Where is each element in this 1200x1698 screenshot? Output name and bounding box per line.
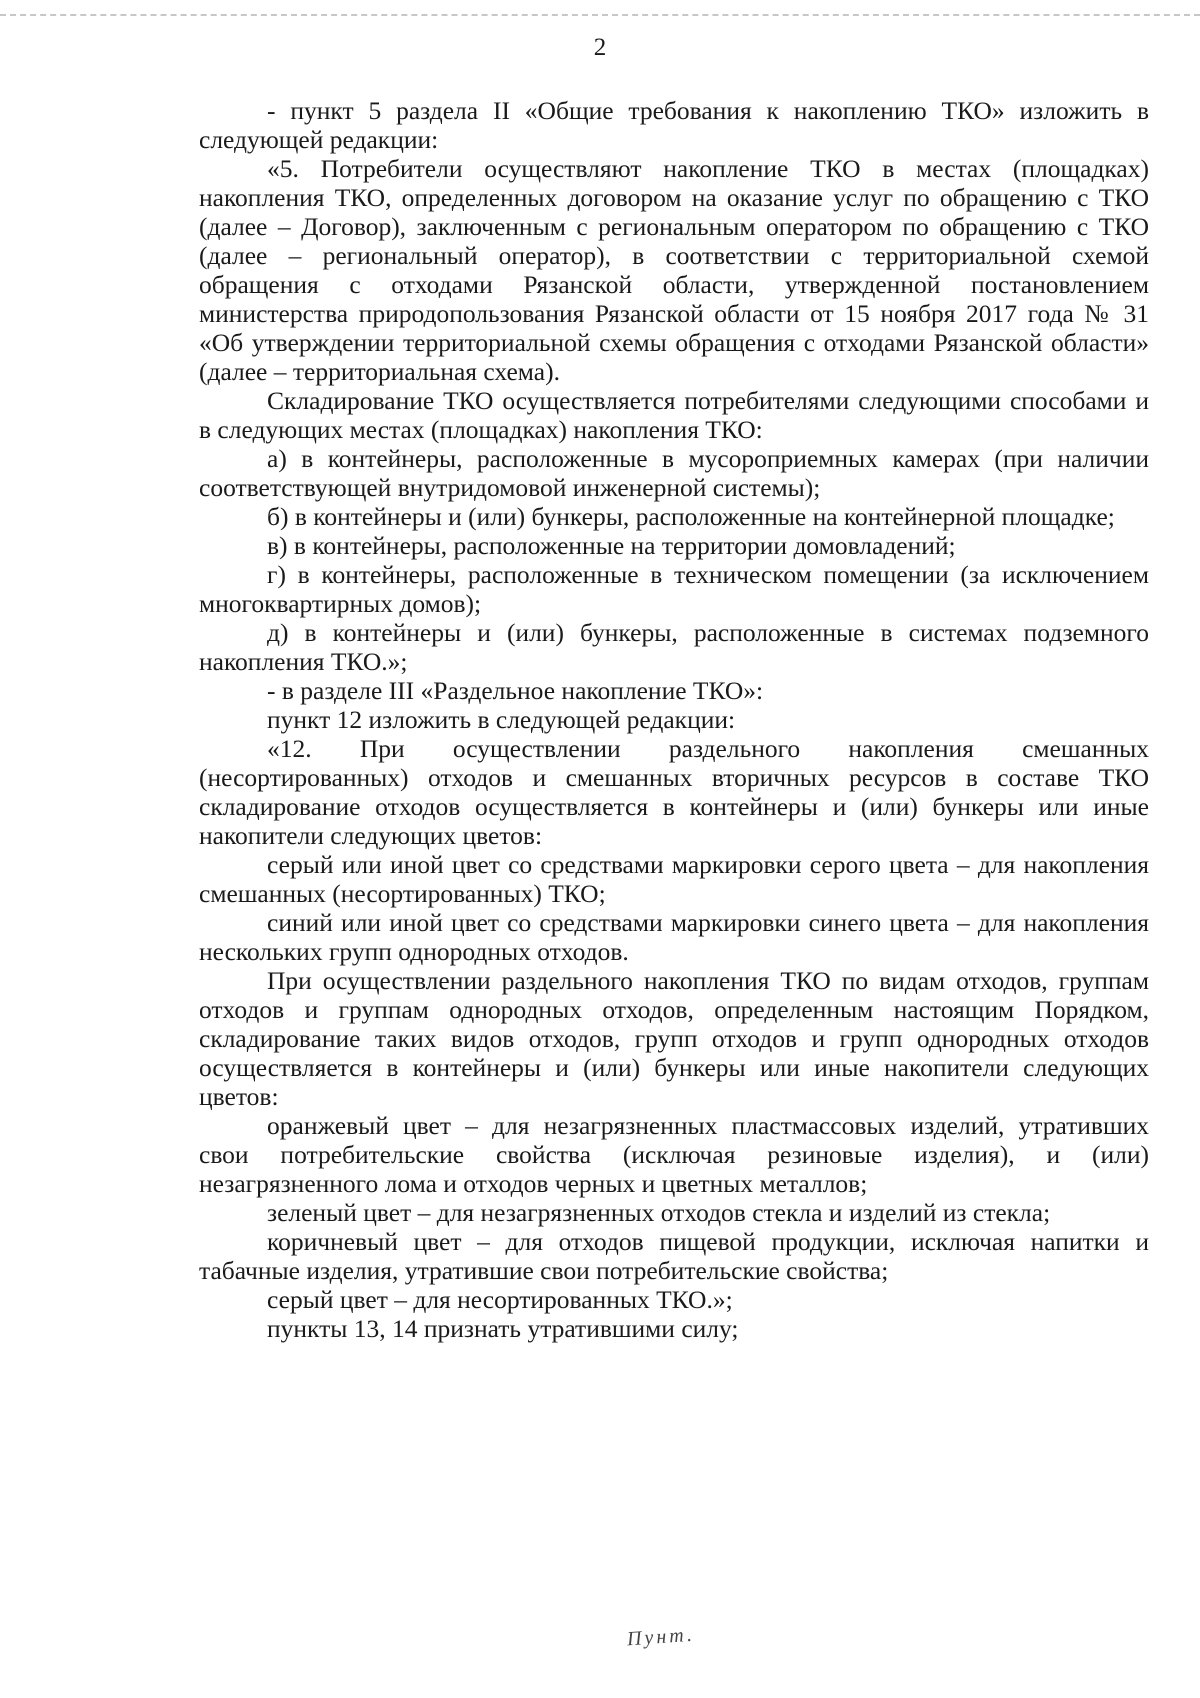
page-number: 2 [593, 34, 607, 61]
paragraph: в) в контейнеры, расположенные на территории домовладений; [267, 531, 956, 560]
handwritten-signature-mark: Пунт. [626, 1623, 696, 1651]
paragraph: серый или иной цвет со средствами маркировки серого цвета – для накопления смешанных (несортированных) ТКО; [199, 850, 1149, 908]
paragraph: коричневый цвет – для отходов пищевой продукции, исключая напитки и табачные изделия, утратившие свои потребительские свойства; [199, 1227, 1149, 1285]
paragraph: зеленый цвет – для незагрязненных отходов стекла и изделий из стекла; [267, 1198, 1051, 1227]
paragraph: д) в контейнеры и (или) бункеры, расположенные в системах подземного накопления ТКО.»; [199, 618, 1149, 676]
paragraph: При осуществлении раздельного накопления ТКО по видам отходов, группам отходов и группам однородных отходов, определенным настоящим Порядком, складирование таких видов отходов, групп отходов и групп однородных отходов осуществляется в контейнеры и (или) бункеры или иные накопители следующих цветов: [199, 966, 1149, 1111]
paragraph: г) в контейнеры, расположенные в техническом помещении (за исключением многоквартирных домов); [199, 560, 1149, 618]
paragraph: оранжевый цвет – для незагрязненных пластмассовых изделий, утративших свои потребительские свойства (исключая резиновые изделия), и (или) незагрязненного лома и отходов черных и цветных металлов; [199, 1111, 1149, 1198]
paragraph: б) в контейнеры и (или) бункеры, расположенные на контейнерной площадке; [267, 502, 1115, 531]
paragraph: пункт 12 изложить в следующей редакции: [267, 705, 736, 734]
paragraph: «12. При осуществлении раздельного накопления смешанных (несортированных) отходов и смешанных вторичных ресурсов в составе ТКО складирование отходов осуществляется в контейнеры и (или) бункеры или иные накопители следующих цветов: [199, 734, 1149, 850]
paragraph: - в разделе III «Раздельное накопление ТКО»: [267, 676, 764, 705]
paragraph: серый цвет – для несортированных ТКО.»; [267, 1285, 733, 1314]
paragraph: а) в контейнеры, расположенные в мусороприемных камерах (при наличии соответствующей внутридомовой инженерной системы); [199, 444, 1149, 502]
paragraph: синий или иной цвет со средствами маркировки синего цвета – для накопления нескольких групп однородных отходов. [199, 908, 1149, 966]
paragraph: - пункт 5 раздела II «Общие требования к накоплению ТКО» изложить в следующей редакции: [199, 96, 1149, 154]
paragraph: пункты 13, 14 признать утратившими силу; [267, 1314, 739, 1343]
paragraph: Складирование ТКО осуществляется потребителями следующими способами и в следующих местах (площадках) накопления ТКО: [199, 386, 1149, 444]
paragraph: «5. Потребители осуществляют накопление ТКО в местах (площадках) накопления ТКО, определенных договором на оказание услуг по обращению с ТКО (далее – Договор), заключенным с региональным оператором по обращению с ТКО (далее – региональный оператор), в соответствии с территориальной схемой обращения с отходами Рязанской области, утвержденной постановлением министерства природопользования Рязанской области от 15 ноября 2017 года № 31 «Об утверждении территориальной схемы обращения с отходами Рязанской области» (далее – территориальная схема). [199, 154, 1149, 386]
document-body [199, 96, 1149, 1343]
scan-top-rule [0, 14, 1200, 16]
